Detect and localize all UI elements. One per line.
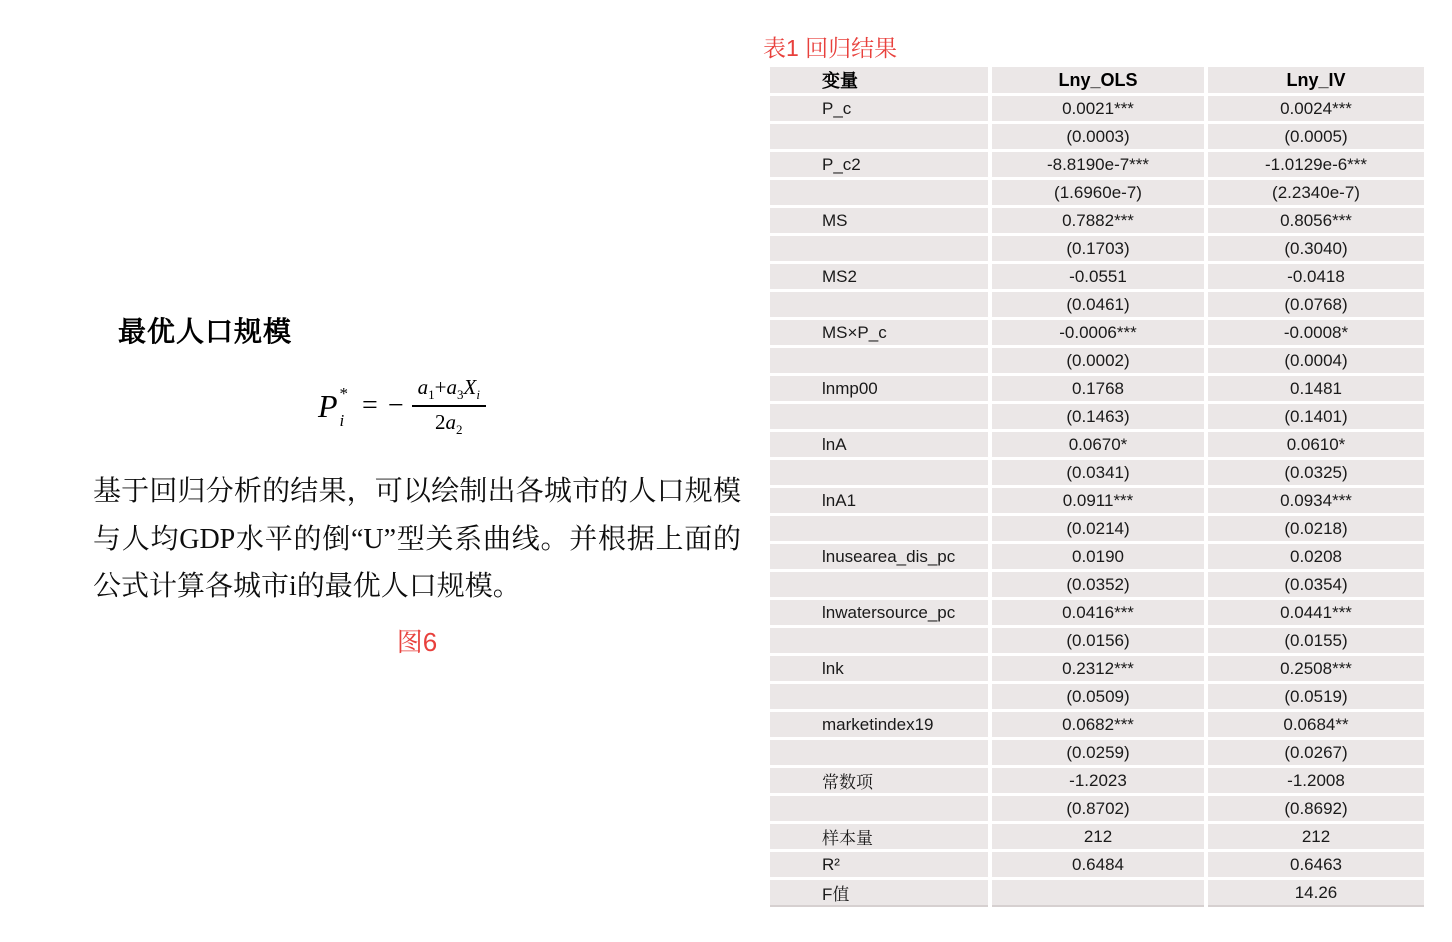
table-row [770,516,1424,541]
value-cell: (0.0267) [1208,740,1424,765]
column-header-lny-iv: Lny_IV [1208,67,1424,93]
value-cell: (0.1703) [992,236,1204,261]
value-cell [992,880,1204,907]
value-cell: (0.0002) [992,348,1204,373]
value-cell: (0.0461) [992,292,1204,317]
table-row [770,292,1424,317]
value-cell: (0.1463) [992,404,1204,429]
table-row [770,348,1424,373]
variable-cell: marketindex19 [770,712,988,737]
value-cell: -1.2023 [992,768,1204,793]
variable-cell [770,180,988,205]
table-row [770,768,1424,793]
value-cell: (0.0509) [992,684,1204,709]
variable-cell: lnmp00 [770,376,988,401]
table-row [770,544,1424,569]
table-row [770,852,1424,877]
value-cell: -1.2008 [1208,768,1424,793]
table-row [770,572,1424,597]
table-row [770,124,1424,149]
body-paragraph: 基于回归分析的结果，可以绘制出各城市的人口规模与人均GDP水平的倒“U”型关系曲线。并根据上面的公式计算各城市i的最优人口规模。 [93,476,741,602]
variable-cell [770,236,988,261]
variable-cell: F值 [770,880,988,907]
table-row [770,208,1424,233]
value-cell: 0.1481 [1208,376,1424,401]
value-cell: (0.8692) [1208,796,1424,821]
value-cell: -0.0006*** [992,320,1204,345]
value-cell: (0.0005) [1208,124,1424,149]
value-cell: (0.0156) [992,628,1204,653]
table-row [770,264,1424,289]
variable-cell: MS×P_c [770,320,988,345]
value-cell: 0.2312*** [992,656,1204,681]
value-cell: (0.0354) [1208,572,1424,597]
table-header-row [770,67,1424,93]
variable-cell: MS2 [770,264,988,289]
table-row [770,432,1424,457]
table-row [770,880,1424,907]
variable-cell [770,404,988,429]
variable-cell: lnA1 [770,488,988,513]
value-cell: (0.0214) [992,516,1204,541]
value-cell: -8.8190e-7*** [992,152,1204,177]
variable-cell: lnwatersource_pc [770,600,988,625]
table-row [770,824,1424,849]
value-cell: (0.0218) [1208,516,1424,541]
table-row [770,152,1424,177]
column-header-variable: 变量 [770,67,988,93]
value-cell: (0.0004) [1208,348,1424,373]
section-heading: 最优人口规模 [118,316,293,347]
value-cell: -0.0418 [1208,264,1424,289]
value-cell: 212 [1208,824,1424,849]
variable-cell: lnusearea_dis_pc [770,544,988,569]
variable-cell: P_c2 [770,152,988,177]
variable-cell [770,796,988,821]
variable-cell: 样本量 [770,824,988,849]
variable-cell: 常数项 [770,768,988,793]
value-cell: 0.0670* [992,432,1204,457]
value-cell: -0.0551 [992,264,1204,289]
value-cell: (0.0352) [992,572,1204,597]
fraction-numerator: $a_1+a_3X_i$ [412,374,486,407]
value-cell: (0.0155) [1208,628,1424,653]
formula-lhs: P * i [318,384,349,431]
variable-cell [770,516,988,541]
value-cell: 14.26 [1208,880,1424,907]
value-cell: (0.0325) [1208,460,1424,485]
variable-cell: P_c [770,96,988,121]
variable-cell [770,628,988,653]
formula-fraction [412,374,486,439]
value-cell: -0.0008* [1208,320,1424,345]
table-row [770,236,1424,261]
table-title: 表1 回归结果 [763,35,898,61]
variable-cell [770,572,988,597]
value-cell: 0.0682*** [992,712,1204,737]
table-row [770,796,1424,821]
variable-cell [770,348,988,373]
table-row [770,740,1424,765]
value-cell: 0.0024*** [1208,96,1424,121]
value-cell: 0.0021*** [992,96,1204,121]
table-row [770,320,1424,345]
value-cell: 0.2508*** [1208,656,1424,681]
variable-cell [770,684,988,709]
variable-cell: lnA [770,432,988,457]
variable-cell [770,292,988,317]
value-cell: (0.3040) [1208,236,1424,261]
variable-cell: MS [770,208,988,233]
value-cell: 212 [992,824,1204,849]
value-cell: 0.0684** [1208,712,1424,737]
table-row [770,712,1424,737]
variable-cell [770,740,988,765]
table-row [770,600,1424,625]
table-row [770,656,1424,681]
variable-cell: R² [770,852,988,877]
value-cell: 0.0208 [1208,544,1424,569]
value-cell: 0.0934*** [1208,488,1424,513]
value-cell: 0.0911*** [992,488,1204,513]
value-cell: (0.0768) [1208,292,1424,317]
value-cell: 0.8056*** [1208,208,1424,233]
variable-cell [770,124,988,149]
table-row [770,460,1424,485]
value-cell: 0.7882*** [992,208,1204,233]
value-cell: 0.1768 [992,376,1204,401]
table-row [770,684,1424,709]
value-cell: (1.6960e-7) [992,180,1204,205]
value-cell: 0.0610* [1208,432,1424,457]
value-cell: (2.2340e-7) [1208,180,1424,205]
value-cell: 0.0441*** [1208,600,1424,625]
value-cell: (0.0003) [992,124,1204,149]
results-table-body [770,96,1424,907]
equals-sign: = [362,390,378,422]
variable-cell: lnk [770,656,988,681]
figure-label: 图6 [396,627,438,657]
value-cell: 0.0416*** [992,600,1204,625]
column-header-lny-ols: Lny_OLS [992,67,1204,93]
value-cell: (0.1401) [1208,404,1424,429]
value-cell: -1.0129e-6*** [1208,152,1424,177]
table-row [770,488,1424,513]
table-row [770,96,1424,121]
minus-sign: − [387,390,404,422]
value-cell: (0.8702) [992,796,1204,821]
value-cell: (0.0519) [1208,684,1424,709]
value-cell: (0.0341) [992,460,1204,485]
value-cell: 0.6484 [992,852,1204,877]
value-cell: 0.0190 [992,544,1204,569]
variable-cell [770,460,988,485]
value-cell: 0.6463 [1208,852,1424,877]
value-cell: (0.0259) [992,740,1204,765]
table-row [770,404,1424,429]
table-row [770,628,1424,653]
table-row [770,180,1424,205]
regression-results-table [766,64,1428,910]
fraction-denominator: $2a_2$ [435,410,463,438]
table-row [770,376,1424,401]
optimal-size-formula [318,374,486,439]
